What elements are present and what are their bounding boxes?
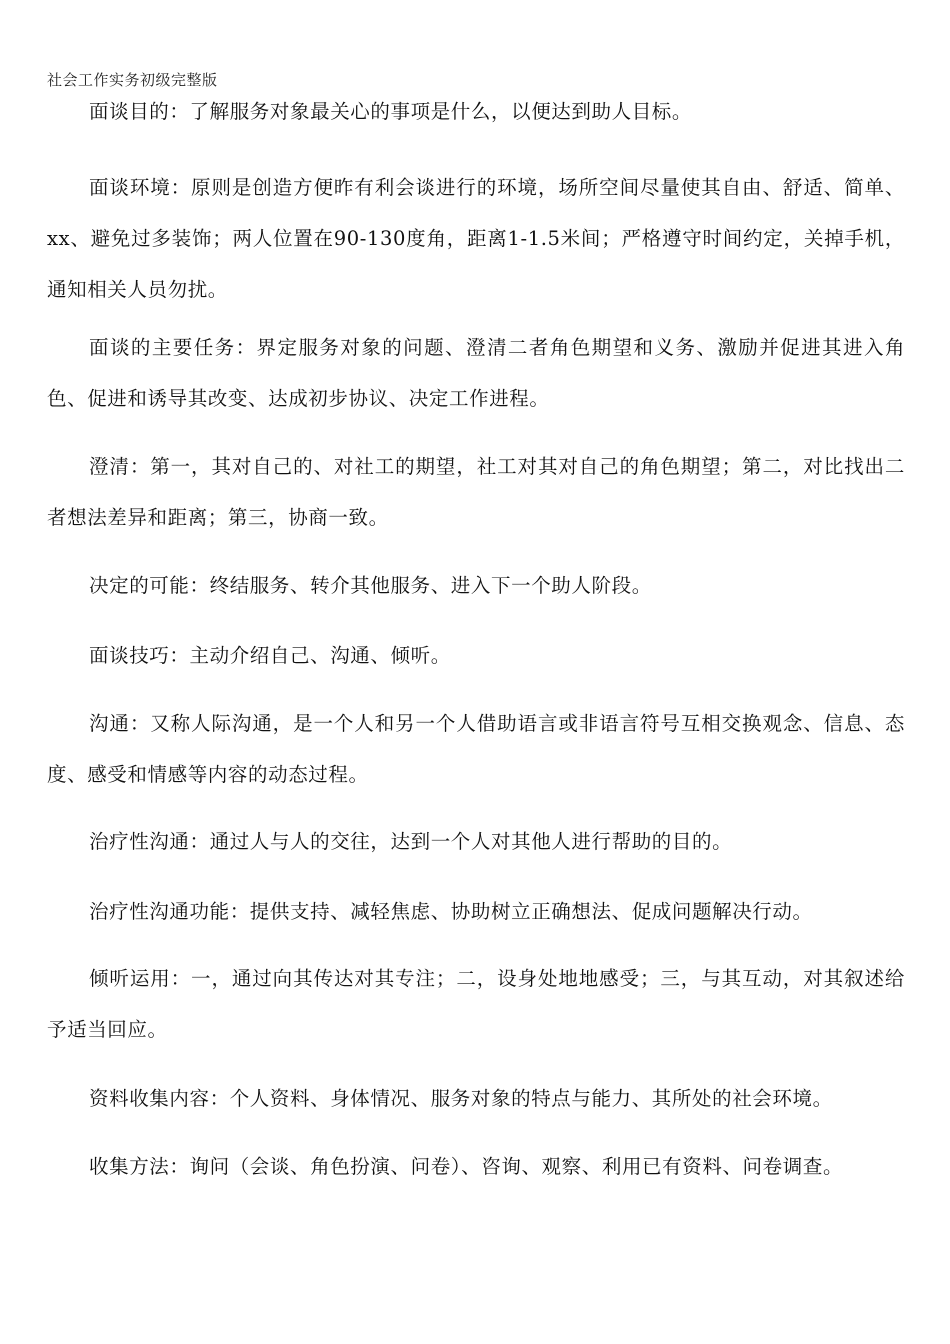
paragraph-therapeutic-functions: 治疗性沟通功能：提供支持、减轻焦虑、协助树立正确想法、促成问题解决行动。 [89, 900, 813, 923]
paragraph-communication: 沟通：又称人际沟通，是一个人和另一个人借助语言或非语言符号互相交换观念、信息、态度、感受和情感等内容的动态过程。 [47, 712, 905, 786]
paragraph-collection-methods: 收集方法：询问（会谈、角色扮演、问卷）、咨询、观察、利用已有资料、问卷调查。 [89, 1155, 844, 1178]
paragraph-interview-environment: 面谈环境：原则是创造方便昨有利会谈进行的环境，场所空间尽量使其自由、舒适、简单、xx、避免过多装饰；两人位置在90-130度角，距离1-1.5米间；严格遵守时间约定，关掉手机，通知相关人员勿扰。 [47, 176, 905, 301]
paragraph-interview-purpose: 面谈目的：了解服务对象最关心的事项是什么，以便达到助人目标。 [89, 100, 693, 123]
paragraph-interview-skills: 面谈技巧：主动介绍自己、沟通、倾听。 [89, 644, 451, 667]
paragraph-clarification: 澄清：第一，其对自己的、对社工的期望，社工对其对自己的角色期望；第二，对比找出二者想法差异和距离；第三，协商一致。 [47, 455, 905, 529]
paragraph-listening-application: 倾听运用：一，通过向其传达对其专注；二，设身处地地感受；三，与其互动，对其叙述给予适当回应。 [47, 967, 905, 1041]
page-header: 社会工作实务初级完整版 [47, 71, 218, 89]
paragraph-therapeutic-communication: 治疗性沟通：通过人与人的交往，达到一个人对其他人进行帮助的目的。 [89, 830, 733, 853]
paragraph-possible-decisions: 决定的可能：终结服务、转介其他服务、进入下一个助人阶段。 [89, 574, 652, 597]
paragraph-data-collection-content: 资料收集内容：个人资料、身体情况、服务对象的特点与能力、其所处的社会环境。 [89, 1087, 833, 1110]
paragraph-interview-tasks: 面谈的主要任务：界定服务对象的问题、澄清二者角色期望和义务、激励并促进其进入角色、促进和诱导其改变、达成初步协议、决定工作进程。 [47, 336, 905, 410]
